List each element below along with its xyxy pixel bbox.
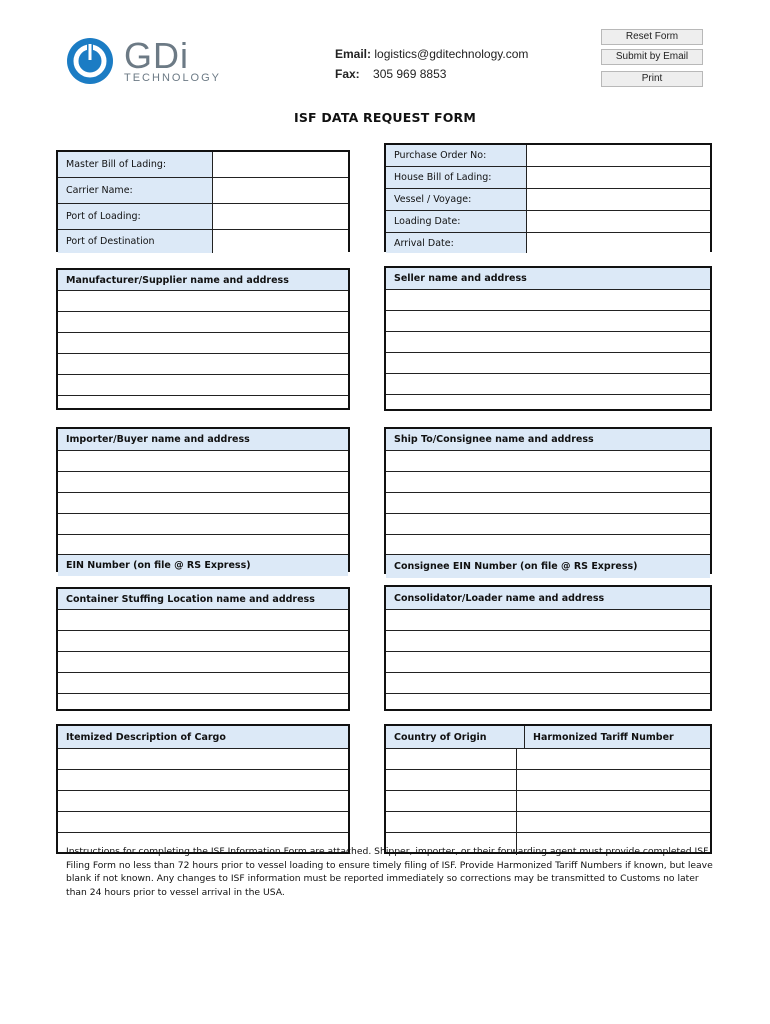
fax-line [335,67,446,81]
country-of-origin-input[interactable] [386,812,517,832]
address-line-input[interactable] [58,290,348,311]
address-line-input[interactable] [58,492,348,513]
field-label: Port of Destination [58,230,213,253]
section-header: Consolidator/Loader name and address [386,587,710,609]
address-line-input[interactable] [386,289,710,310]
vessel-voyage-input[interactable] [527,189,710,210]
field-row [58,152,348,177]
address-line-input[interactable] [386,492,710,513]
arrival-date-input[interactable] [527,233,710,253]
port-of-destination-input[interactable] [213,230,348,253]
address-line-input[interactable] [386,352,710,373]
address-line-input[interactable] [386,651,710,672]
table-row [386,748,710,769]
master-bill-input[interactable] [213,152,348,177]
field-row [386,232,710,253]
logo-power-icon [60,36,120,86]
logo-sub-text: TECHNOLOGY [124,72,222,84]
cargo-line-input[interactable] [58,811,348,832]
field-label: Purchase Order No: [386,145,527,166]
carrier-name-input[interactable] [213,178,348,203]
importer-section [56,427,350,572]
field-row [58,203,348,229]
form-title: ISF DATA REQUEST FORM [294,110,476,125]
hts-input[interactable] [517,812,710,832]
address-line-input[interactable] [58,332,348,353]
country-of-origin-input[interactable] [386,770,517,790]
submit-by-email-button[interactable]: Submit by Email [601,49,703,65]
section-header: Importer/Buyer name and address [58,429,348,450]
table-row [386,769,710,790]
fax-value: 305 969 8853 [373,67,447,81]
loading-date-input[interactable] [527,211,710,232]
address-line-input[interactable] [386,471,710,492]
shipment-fields-right [384,143,712,252]
address-line-input[interactable] [58,609,348,630]
print-button[interactable]: Print [601,71,703,87]
address-line-input[interactable] [58,395,348,413]
origin-tariff-section [384,724,712,854]
ein-label: EIN Number (on file @ RS Express) [58,554,348,576]
section-header: Container Stuffing Location name and address [58,589,348,609]
field-row [386,188,710,210]
section-header: Itemized Description of Cargo [58,726,348,748]
seller-section [384,266,712,411]
email-label: Email: [335,47,372,61]
address-line-input[interactable] [58,374,348,395]
address-line-input[interactable] [386,609,710,630]
field-row [386,145,710,166]
hts-input[interactable] [517,749,710,769]
address-line-input[interactable] [386,331,710,352]
field-label: Vessel / Voyage: [386,189,527,210]
country-of-origin-input[interactable] [386,749,517,769]
reset-form-button[interactable]: Reset Form [601,29,703,45]
field-label: Port of Loading: [58,204,213,229]
field-label: Carrier Name: [58,178,213,203]
cargo-line-input[interactable] [58,748,348,769]
consignee-ein-label: Consignee EIN Number (on file @ RS Express) [386,554,710,578]
house-bill-input[interactable] [527,167,710,188]
manufacturer-section [56,268,350,410]
ship-to-section [384,427,712,574]
address-line-input[interactable] [386,534,710,554]
address-line-input[interactable] [58,450,348,471]
hts-header: Harmonized Tariff Number [525,726,710,748]
email-line [335,47,528,61]
address-line-input[interactable] [386,310,710,331]
consolidator-section [384,585,712,711]
address-line-input[interactable] [386,450,710,471]
table-row [386,790,710,811]
address-line-input[interactable] [386,693,710,712]
address-line-input[interactable] [386,394,710,414]
address-line-input[interactable] [386,630,710,651]
address-line-input[interactable] [58,534,348,554]
shipment-fields-left [56,150,350,252]
field-label: Arrival Date: [386,233,527,253]
instructions-text: Instructions for completing the ISF Information Form are attached. Shipper, importer, or their forwarding agent must provide completed ISF Filing Form no less than 72 hours prior to vessel loading to ensure timely filing of ISF. Provide Harmonized Tariff Numbers if known, but leave blank if not known. Any changes to ISF information must be reported immediately so corrections may be transmitted to Customs no later than 24 hours prior to vessel arrival in the USA. [66,846,713,898]
email-value[interactable]: logistics@gditechnology.com [374,47,529,61]
country-of-origin-input[interactable] [386,791,517,811]
address-line-input[interactable] [386,373,710,394]
table-row [386,811,710,832]
fax-label: Fax: [335,67,360,81]
field-label: Loading Date: [386,211,527,232]
field-label: House Bill of Lading: [386,167,527,188]
address-line-input[interactable] [386,513,710,534]
address-line-input[interactable] [58,693,348,712]
address-line-input[interactable] [58,630,348,651]
field-label: Master Bill of Lading: [58,152,213,177]
origin-tariff-header [386,726,710,748]
cargo-line-input[interactable] [58,769,348,790]
cargo-description-section [56,724,350,854]
section-header: Ship To/Consignee name and address [386,429,710,450]
field-row [386,210,710,232]
address-line-input[interactable] [58,513,348,534]
hts-input[interactable] [517,791,710,811]
section-header: Manufacturer/Supplier name and address [58,270,348,290]
address-line-input[interactable] [58,471,348,492]
container-stuffing-section [56,587,350,711]
cargo-line-input[interactable] [58,790,348,811]
field-row [386,166,710,188]
address-line-input[interactable] [58,311,348,332]
address-line-input[interactable] [58,672,348,693]
section-header: Seller name and address [386,268,710,289]
address-line-input[interactable] [58,651,348,672]
country-of-origin-header: Country of Origin [386,726,525,748]
purchase-order-input[interactable] [527,145,710,166]
logo-brand-text: GDi [124,35,189,76]
port-of-loading-input[interactable] [213,204,348,229]
address-line-input[interactable] [386,672,710,693]
address-line-input[interactable] [58,353,348,374]
field-row [58,177,348,203]
hts-input[interactable] [517,770,710,790]
field-row [58,229,348,253]
